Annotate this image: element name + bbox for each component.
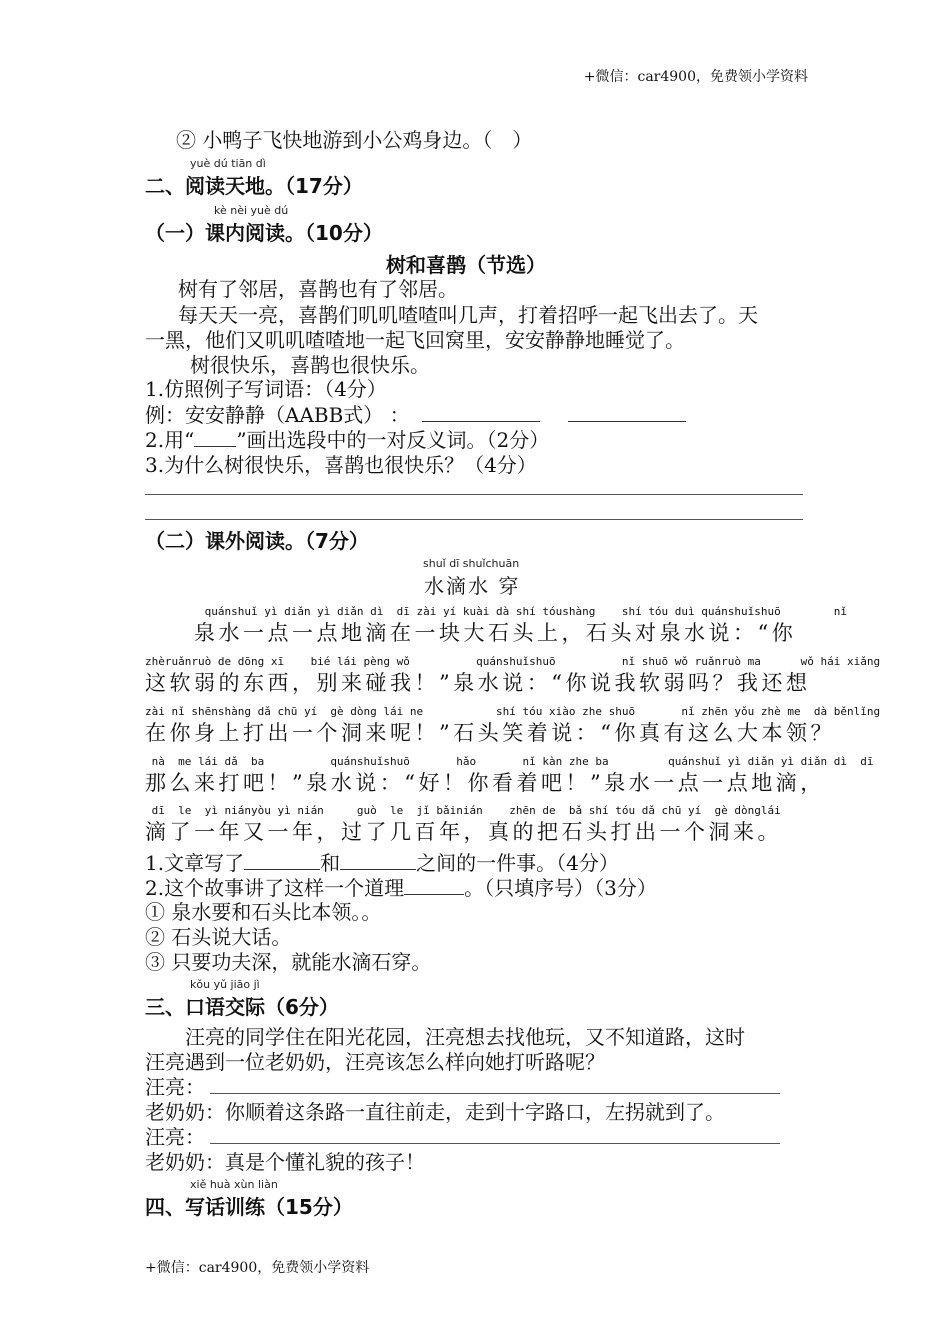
page-header-note: +微信：car4900，免费领小学资料: [583, 69, 808, 85]
option-3: ③ 只要功夫深，就能水滴石穿。: [145, 950, 432, 974]
section2-pinyin: yuè dú tiān dì: [190, 157, 266, 170]
q3-answer-line-1[interactable]: [145, 494, 803, 495]
part1-q1: 1.仿照例子写词语：（4分）: [145, 377, 387, 401]
story-line-5-pinyin: dī le yì niányòu yì nián guò le jǐ bǎinián zhēn de bǎ shí tóu dǎ chū yí gè dònglái: [145, 804, 781, 817]
story-line-2-pinyin: zhèruǎnruò de dōng xī bié lái pèng wǒ quánshuǐshuō nǐ shuō wǒ ruǎnruò ma wǒ hái xiǎng: [145, 655, 881, 668]
section3-pinyin: kǒu yǔ jiāo jì: [190, 978, 260, 991]
dialog-answer-line-2[interactable]: [210, 1143, 780, 1144]
part1-title: （一）课内阅读。（10分）: [145, 221, 383, 245]
story-line-2-text: 这软弱的东西，别来碰我！”泉水说：“你说我软弱吗？我还想: [145, 671, 811, 695]
q2-underline-sample: [194, 428, 236, 447]
story-line-3-pinyin: zài nǐ shēnshàng dǎ chū yí gè dòng lái ne shí tóu xiào zhe shuō nǐ zhēn yǒu zhè me dà běnlǐng: [145, 705, 881, 718]
dialog-answer-line-1[interactable]: [210, 1093, 780, 1094]
dialog-grandma-2: 老奶奶：真是个懂礼貌的孩子！: [145, 1150, 425, 1174]
dialog-speaker-2: 汪亮：: [145, 1125, 205, 1149]
section2-title: 二、阅读天地。（17分）: [145, 174, 363, 198]
q1-answer-blank-1[interactable]: [422, 403, 540, 422]
question-duck: ② 小鸭子飞快地游到小公鸡身边。（ ）: [176, 128, 533, 152]
p2q2-b: 。（只填序号）（3分）: [464, 876, 657, 900]
story-line-5: [145, 804, 815, 852]
story-line-1-text: 泉水一点一点地滴在一块大石头上，石头对泉水说：“你: [145, 621, 797, 645]
section3-title: 三、口语交际（6分）: [145, 995, 339, 1019]
p2q1-b: 和: [320, 851, 341, 875]
story-line-4: [145, 755, 874, 803]
option-1: ① 泉水要和石头比本领。。: [145, 900, 382, 924]
page-footer-note: +微信：car4900，免费领小学资料: [145, 1260, 370, 1276]
p2q1-blank-2[interactable]: [340, 851, 416, 870]
part1-pinyin: kè nèi yuè dú: [214, 204, 289, 217]
passage-para2-line1: 每天天一亮，喜鹊们叽叽喳喳叫几声，打着招呼一起飞出去了。天: [178, 303, 758, 327]
passage-para1: 树有了邻居，喜鹊也有了邻居。: [178, 277, 458, 301]
story-line-3: [145, 705, 881, 753]
dialog-speaker-1: 汪亮：: [145, 1075, 205, 1099]
p2q1-blank-1[interactable]: [244, 851, 320, 870]
story-line-1: [145, 605, 847, 653]
story-line-3-text: 在你身上打出一个洞来呢！”石头笑着说：“你真有这么大本领？: [145, 721, 835, 745]
section4-title: 四、写话训练（15分）: [145, 1195, 353, 1219]
section4-pinyin: xiě huà xùn liàn: [190, 1178, 278, 1191]
story-line-4-text: 那么来打吧！”泉水说：“好！你看着吧！”泉水一点一点地滴，: [145, 771, 825, 795]
q2-prefix: 2.用“: [145, 428, 195, 452]
q2-suffix: ”画出选段中的一对反义词。（2分）: [236, 428, 550, 452]
p2q1-a: 1.文章写了: [145, 851, 245, 875]
p2q1-c: 之间的一件事。（4分）: [416, 851, 619, 875]
story-line-4-pinyin: nà me lái dǎ ba quánshuǐshuō hǎo nǐ kàn zhe ba quánshuǐ yì diǎn yì diǎn dì dī: [145, 755, 874, 768]
passage-para3: 树很快乐，喜鹊也很快乐。: [190, 353, 430, 377]
q1-answer-blank-2[interactable]: [568, 403, 686, 422]
p2q2-a: 2.这个故事讲了这样一个道理: [145, 876, 405, 900]
story-line-5-text: 滴了一年又一年，过了几百年，真的把石头打出一个洞来。: [145, 820, 782, 844]
section3-intro-line2: 汪亮遇到一位老奶奶，汪亮该怎么样向她打听路呢？: [145, 1050, 605, 1074]
p2q2-blank[interactable]: [404, 876, 464, 895]
story-line-2: [145, 655, 881, 703]
part2-title: （二）课外阅读。（7分）: [145, 529, 369, 553]
section3-intro-line1: 汪亮的同学住在阳光花园，汪亮想去找他玩，又不知道路，这时: [145, 1025, 745, 1049]
part1-q3: 3.为什么树很快乐，喜鹊也很快乐？（4分）: [145, 453, 537, 477]
q1-example-label: 例：安安静静（AABB式） ：: [145, 403, 410, 427]
story-title: 水滴水 穿: [424, 574, 521, 598]
dialog-grandma-1: 老奶奶：你顺着这条路一直往前走，走到十字路口，左拐就到了。: [145, 1100, 725, 1124]
passage-para2-line2: 一黑，他们又叽叽喳喳地一起飞回窝里，安安静静地睡觉了。: [145, 328, 685, 352]
passage-title: 树和喜鹊（节选）: [386, 253, 546, 277]
option-2: ② 石头说大话。: [145, 925, 292, 949]
story-line-1-pinyin: quánshuǐ yì diǎn yì diǎn dì dī zài yí kuài dà shí tóushàng shí tóu duì quánshuǐshuō nǐ: [145, 605, 847, 618]
story-title-pinyin: shuǐ dī shuǐchuān: [423, 557, 520, 570]
q3-answer-line-2[interactable]: [145, 519, 803, 520]
